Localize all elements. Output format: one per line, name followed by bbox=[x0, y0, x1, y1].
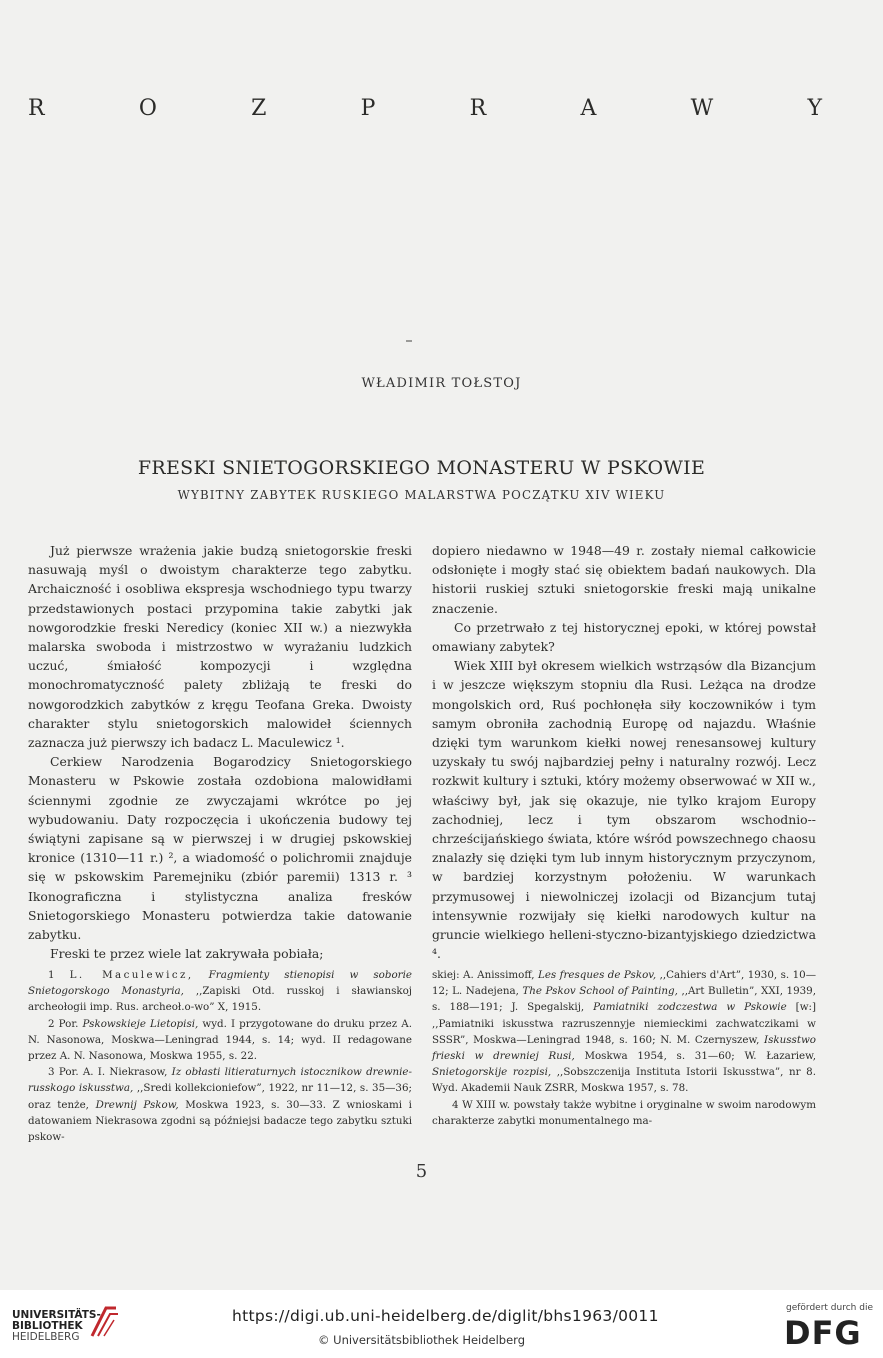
footnote-title: Pskowskieje Lietopisi, bbox=[82, 1017, 199, 1030]
article-title: FRESKI SNIETOGORSKIEGO MONASTERU W PSKOWIE bbox=[137, 457, 706, 479]
footnote-title: Drewnij Pskow, bbox=[95, 1098, 179, 1111]
body-column-left bbox=[28, 541, 412, 963]
footnote-title: Pamiatniki zodczestwa w Pskowie bbox=[593, 1001, 787, 1014]
footnote-4 bbox=[432, 1097, 816, 1129]
footnote-2 bbox=[28, 1016, 412, 1065]
paragraph: Cerkiew Narodzenia Bogarodzicy Snietogorskiego Monasteru w Pskowie została ozdobiona malowidłami ściennymi zgodnie ze zwyczajami wkrótce po jej wybudowaniu. Daty rozpoczęcia i ukończenia budowy tej świątyni zapisane są w pierwszej i w drugiej pskowskiej kronice (1310—11 r.) ², a wiadomość o polichromii znajduje się w pskowskim Paremejniku (zbiór paremii) 1313 r. ³ Ikonograficzna i stylistyczna analiza fresków Snietogorskiego Monasteru potwierdza takie datowanie zabytku. bbox=[28, 754, 412, 943]
footnote-text: wyd. I przygotowane do druku przez A. N. Nasonowa, Moskwa—Leningrad 1944, s. 14; wyd. II redagowane przez A. N. Nasonowa, Moskwa 1955, s. 22. bbox=[28, 1017, 412, 1063]
paragraph: Freski te przez wiele lat zakrywała pobiała; bbox=[50, 946, 324, 962]
permalink-url[interactable]: https://digi.ub.uni-heidelberg.de/diglit/bhs1963/0011 bbox=[232, 1307, 659, 1325]
paragraph: dopiero niedawno w 1948—49 r. zostały niemal całkowicie odsłonięte i mogły stać się obiektem badań naukowych. Dla historii ruskiej sztuki snietogorskie freski mają unikalne znaczenie. bbox=[432, 543, 816, 616]
footnote-text: skiej: A. Anissimoff, bbox=[432, 969, 535, 981]
logo-line: UNIVERSITÄTS- bbox=[12, 1309, 101, 1321]
footnote-text: Por. bbox=[58, 1017, 79, 1030]
footnote-text: ,,Sredi kollekcioniefow”, 1922, nr 11—12, s. 35—36; oraz tenże, bbox=[28, 1082, 412, 1111]
section-letter: O bbox=[138, 96, 158, 121]
footnote-text: Por. A. I. Niekrasow, bbox=[58, 1066, 168, 1079]
footnote-title: Iskusstwo frieski w drewniej Rusi, bbox=[432, 1033, 816, 1063]
section-letter: Y bbox=[807, 96, 823, 121]
section-letter: P bbox=[360, 96, 377, 121]
ink-speck bbox=[406, 340, 412, 342]
footnote-text: Moskwa 1954, s. 31—60; W. Łazariew, bbox=[584, 1050, 816, 1063]
footnote-text: Moskwa 1923, s. 30—33. Z wnioskami i datowaniem Niekrasowa zgodni są późniejsi badacze tego zabytku sztuki pskow- bbox=[28, 1098, 412, 1144]
library-logo-icon[interactable] bbox=[86, 1302, 122, 1342]
paragraph: Już pierwsze wrażenia jakie budzą snietogorskie freski nasuwają myśl o dwoistym charakterze tego zabytku. Archaiczność i osobliwa ekspresja wschodniego typu twarzy przedstawionych postaci przypomina takie zabytki jak nowgorodzkie freski Neredicy (koniec XII w.) a niezwykła malarska swoboda i mistrzostwo w wyrażaniu ludzkich uczuć, śmiałość kompozycji i względna monochromatyczność palety zbliżają te freski do nowgorodzkich zabytków z kręgu Teofana Greka. Dwoisty charakter stylu snietogorskich malowideł ściennych zaznacza już pierwszy ich badacz L. Maculewicz ¹. bbox=[28, 543, 412, 751]
footnote-text: [w:] ,,Pamiatniki iskusstwa razruszennyje niemieckimi zachwatczikami w SSSR”, Moskwa—Leningrad 1948, s. 160; N. M. Czernyszew, bbox=[432, 1001, 816, 1046]
footnote-number: 3 bbox=[48, 1066, 55, 1079]
footnote-3 bbox=[28, 1064, 412, 1145]
footnote-text: ,,Cahiers d'Art”, 1930, s. 10—12; L. Nadejena, bbox=[432, 969, 816, 998]
article-subtitle: WYBITNY ZABYTEK RUSKIEGO MALARSTWA POCZĄTKU XIV WIEKU bbox=[177, 488, 666, 502]
footnote-number: 2 bbox=[48, 1017, 55, 1030]
paragraph: Wiek XIII był okresem wielkich wstrząsów dla Bizancjum i w jeszcze większym stopniu dla Rusi. Leżąca na drodze mongolskich ord, Ruś pochłonęła siły koczowników i tym samym obroniła zachodnią Europę od najazdu. Właśnie dzięki tym warunkom kiełki nowej renesansowej kultury uzyskały tu swój najbardziej pełny i naturalny rozwój. Lecz rozkwit kultury i sztuki, który możemy obserwować w XII w., właściwy był, jak się okazuje, nie tylko krajom Europy zachodniej, lecz i tym obszarom wschodnio--chrześcijańskiego świata, które wśród powszechnego chaosu znalazły się dzięki tym lub innym historycznym przyczynom, w bardziej korzystnym położeniu. W warunkach przymusowej i niewolniczej izolacji od Bizancjum tutaj intensywnie rozwijały się kiełki narodowych kultur na gruncie wielkiego helleni-styczno-bizantyjskiego dziedzictwa ⁴. bbox=[432, 658, 816, 962]
footnote-author: L. Maculewicz, bbox=[69, 969, 194, 981]
footnote-text: ,,Sobszczenija Instituta Istorii Iskusstwa”, nr 8. Wyd. Akademii Nauk ZSRR, Moskwa 1957, s. 78. bbox=[432, 1066, 817, 1095]
footnotes-left bbox=[28, 967, 412, 1145]
footnote-title: Fragmienty stienopisi w soborie Snietogorskogo Monastyria, bbox=[28, 969, 412, 998]
paragraph: Co przetrwało z tej historycznej epoki, w której powstał omawiany zabytek? bbox=[432, 619, 816, 655]
footnote-title: Iz obłasti litieraturnych istocznikow drewnie-russkogo iskusstwa, bbox=[28, 1066, 412, 1095]
copyright-notice: © Universitätsbibliothek Heidelberg bbox=[318, 1333, 526, 1347]
dfg-logo[interactable]: DFG bbox=[784, 1314, 862, 1352]
viewer-footer bbox=[0, 1290, 883, 1358]
footnote-text: ,,Zapiski Otd. russkoj i sławianskoj archeołogii imp. Rus. archeoł.o-wo” X, 1915. bbox=[28, 985, 412, 1014]
footnote-text: W XIII w. powstały także wybitne i oryginalne w swoim narodowym charakterze zabytki monumentalnego ma- bbox=[432, 1098, 816, 1127]
logo-line: BIBLIOTHEK bbox=[12, 1320, 83, 1332]
footnotes-right bbox=[432, 967, 816, 1129]
section-letter: A bbox=[580, 96, 598, 121]
footnote-1 bbox=[28, 967, 412, 1016]
article-author: WŁADIMIR TOŁSTOJ bbox=[361, 376, 522, 391]
footnote-number: 1 bbox=[48, 969, 55, 981]
footnote-title: The Pskov School of Painting, bbox=[522, 985, 678, 998]
footnote-3-continued bbox=[432, 967, 816, 1097]
section-letter: W bbox=[690, 96, 715, 121]
section-letter: R bbox=[28, 96, 46, 121]
page-number: 5 bbox=[415, 1161, 428, 1182]
footnote-text: ,,Art Bulletin”, XXI, 1939, s. 188—191; J. Spegalskij, bbox=[432, 985, 816, 1014]
funder-label: gefördert durch die bbox=[786, 1303, 873, 1313]
section-letter: Z bbox=[251, 96, 268, 121]
section-title bbox=[28, 96, 823, 121]
logo-line: HEIDELBERG bbox=[12, 1331, 80, 1343]
footnote-number: 4 bbox=[452, 1098, 459, 1111]
footnote-title: Snietogorskije rozpisi, bbox=[432, 1066, 552, 1079]
footnote-title: Les fresques de Pskov, bbox=[538, 969, 657, 981]
body-column-right bbox=[432, 541, 816, 963]
section-letter: R bbox=[469, 96, 488, 121]
